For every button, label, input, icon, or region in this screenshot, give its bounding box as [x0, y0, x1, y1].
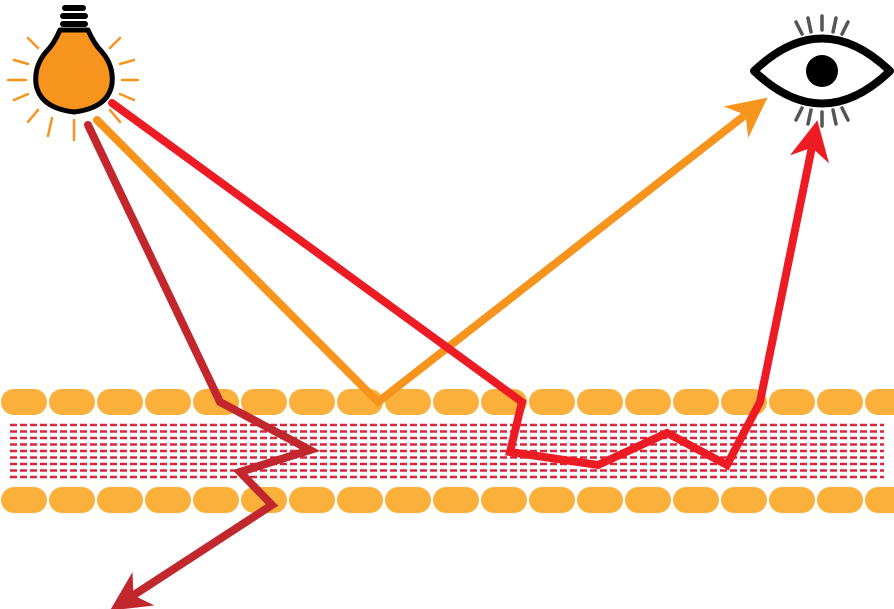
- surface-cell: [769, 487, 815, 513]
- surface-cell: [577, 389, 623, 415]
- surface-cell: [241, 389, 287, 415]
- surface-cell: [625, 487, 671, 513]
- ray-transmitted: [88, 125, 310, 604]
- surface-cell: [289, 487, 335, 513]
- surface-cell: [145, 487, 191, 513]
- surface-cell: [865, 389, 894, 415]
- surface-cell: [337, 487, 383, 513]
- surface-cell: [289, 389, 335, 415]
- surface-cell: [49, 389, 95, 415]
- surface-cell: [529, 389, 575, 415]
- surface-cell: [481, 487, 527, 513]
- surface-cell: [577, 487, 623, 513]
- surface-cell: [865, 487, 894, 513]
- eye-icon: [754, 16, 890, 126]
- surface-cell: [817, 389, 863, 415]
- surface-cell: [97, 389, 143, 415]
- surface-cell: [433, 487, 479, 513]
- surface-cell: [145, 389, 191, 415]
- surface-cell: [625, 389, 671, 415]
- surface-cell: [721, 487, 767, 513]
- surface-cell: [1, 487, 47, 513]
- subsurface-medium: [10, 425, 884, 477]
- surface-cell: [49, 487, 95, 513]
- surface-cell: [385, 487, 431, 513]
- surface-cell: [193, 487, 239, 513]
- surface-cell: [529, 487, 575, 513]
- lightbulb-icon: [8, 5, 138, 140]
- surface-bottom-cell-row: [1, 487, 894, 513]
- surface-cell: [817, 487, 863, 513]
- surface-cell: [97, 487, 143, 513]
- surface-cell: [433, 389, 479, 415]
- surface-cell: [673, 389, 719, 415]
- surface-cell: [769, 389, 815, 415]
- surface-cell: [673, 487, 719, 513]
- surface-cell: [1, 389, 47, 415]
